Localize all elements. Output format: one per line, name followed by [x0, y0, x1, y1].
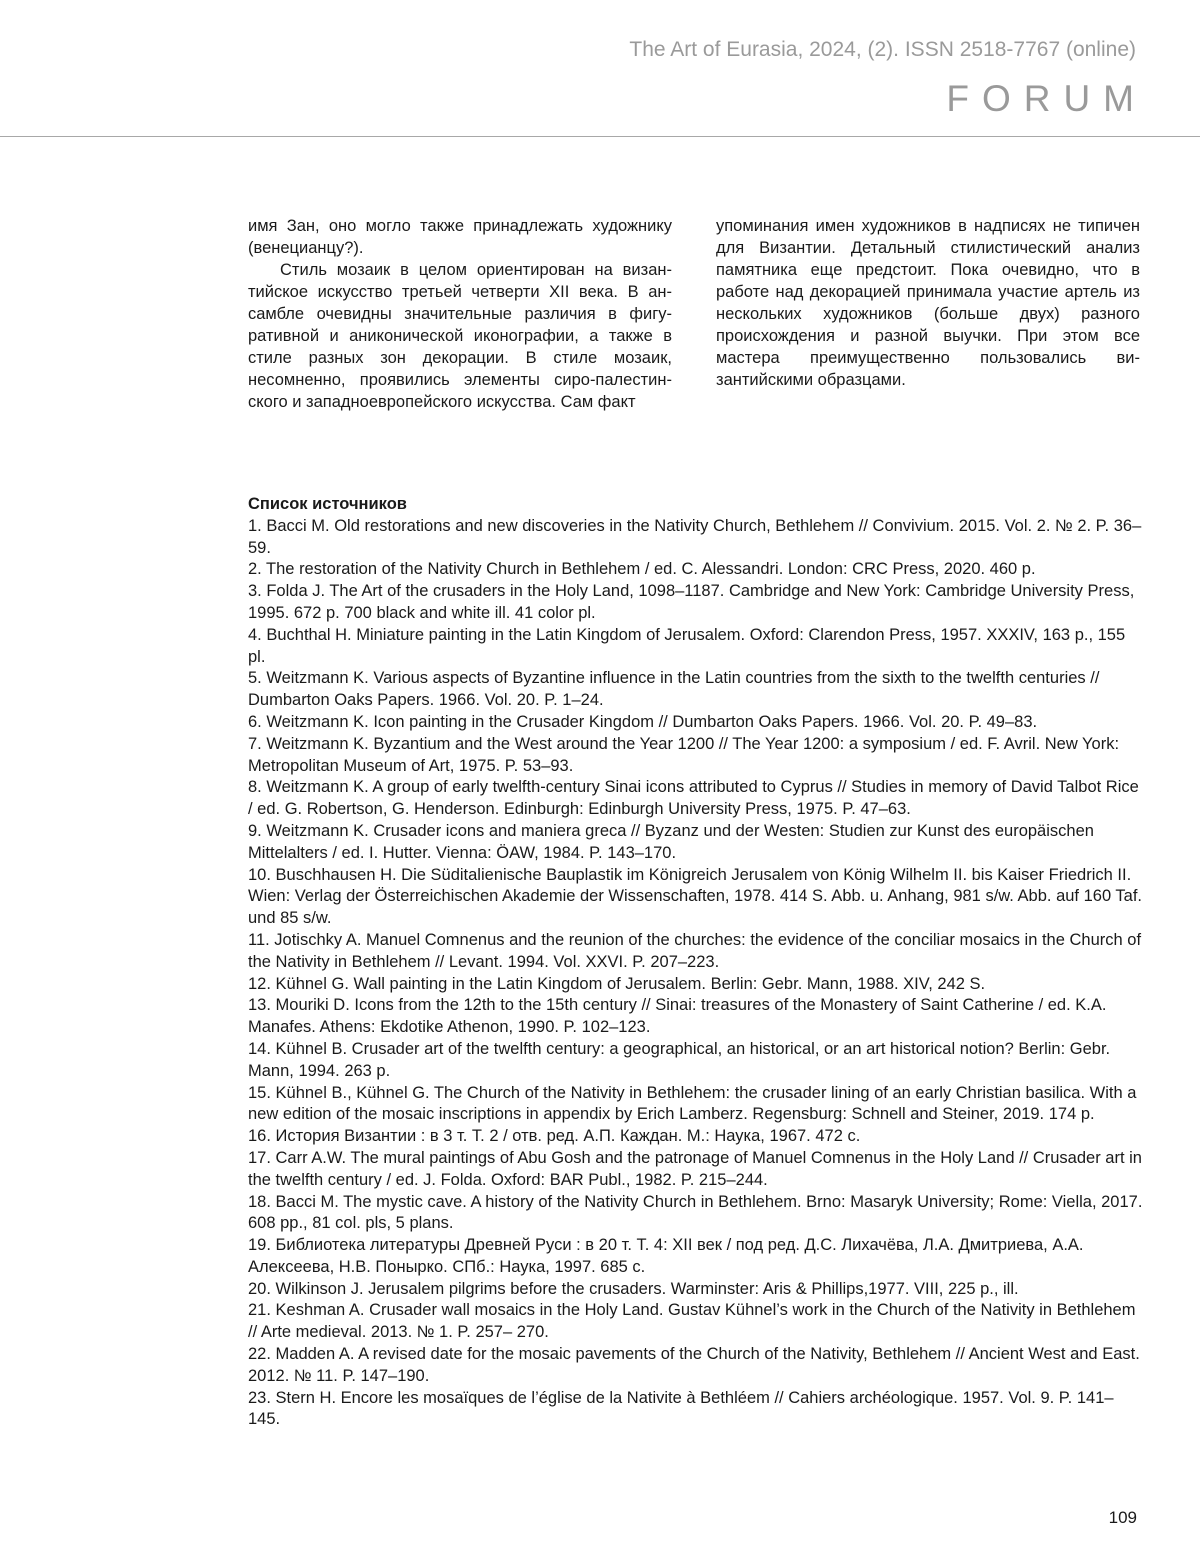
reference-item: 3. Folda J. The Art of the crusaders in the Holy Land, 1098–1187. Cambridge and New York: Cambridge University Press, 1995. 672 p. 700 black and white ill. 41 color pl.: [248, 582, 1135, 622]
reference-item: 22. Madden A. A revised date for the mosaic pavements of the Church of the Nativity, Bethlehem // Ancient West and East. 2012. № 11. P. 147–190.: [248, 1345, 1140, 1385]
reference-item: 5. Weitzmann K. Various aspects of Byzantine influence in the Latin countries from the sixth to the twelfth centuries // Dumbarton Oaks Papers. 1966. Vol. 20. P. 1–24.: [248, 669, 1100, 710]
reference-item: 23. Stern H. Encore les mosaïques de l’église de la Nativite à Bethléem // Cahiers archéologique. 1957. Vol. 9. P. 141–145.: [248, 1388, 1114, 1429]
reference-item: 20. Wilkinson J. Jerusalem pilgrims before the crusaders. Warminster: Aris & Phillips,1977. VIII, 225 p., ill.: [248, 1279, 1019, 1298]
body-column-left: [248, 215, 672, 413]
body-paragraph: Стиль мозаик в целом ориентирован на византийское искусство третьей четверти XII века. В ансамбле очевидны значительные различия в фигуративной и аниконической иконографии, а также в стиле разных зон декорации. В стиле мозаик, несомненно, проявились элементы сиро-палестинского и западноевропейского искусства. Сам факт: [248, 261, 672, 411]
reference-item: 11. Jotischky A. Manuel Comnenus and the reunion of the churches: the evidence of the conciliar mosaics in the Church of the Nativity in Bethlehem // Levant. 1994. Vol. XXVI. P. 207–223.: [248, 930, 1142, 971]
reference-item: 9. Weitzmann K. Crusader icons and maniera greca // Byzanz und der Westen: Studien zur Kunst des europäischen Mittelalters / ed. I. Hutter. Vienna: ÖAW, 1984. P. 143–170.: [248, 821, 1094, 862]
reference-item: 10. Buschhausen H. Die Süditalienische Bauplastik im Königreich Jerusalem von König Wilhelm II. bis Kaiser Friedrich II. Wien: Verlag der Österreichischen Akademie der Wissenschaften, 1978. 414 S. Abb. u. Anhang, 981 s/w. Abb. auf 160 Taf. und 85 s/w.: [248, 865, 1142, 928]
references-heading: Список источников: [248, 495, 407, 513]
reference-item: 21. Keshman A. Crusader wall mosaics in the Holy Land. Gustav Kühnel’s work in the Church of the Nativity in Bethlehem // Arte medieval. 2013. № 1. P. 257– 270.: [248, 1301, 1136, 1342]
reference-item: 12. Kühnel G. Wall painting in the Latin Kingdom of Jerusalem. Berlin: Gebr. Mann, 1988. XIV, 242 S.: [248, 974, 986, 993]
reference-item: 15. Kühnel B., Kühnel G. The Church of the Nativity in Bethlehem: the crusader lining of an early Christian basilica. With a new edition of the mosaic inscriptions in appendix by Erich Lamberz. Regensburg: Schnell and Steiner, 2019. 174 p.: [248, 1083, 1137, 1124]
reference-item: 18. Bacci M. The mystic cave. A history of the Nativity Church in Bethlehem. Brno: Masaryk University; Rome: Viella, 2017. 608 pp., 81 col. pls, 5 plans.: [248, 1192, 1143, 1233]
reference-item: 7. Weitzmann K. Byzantium and the West around the Year 1200 // The Year 1200: a symposium / ed. F. Avril. New York: Metropolitan Museum of Art, 1975. P. 53–93.: [248, 734, 1120, 775]
reference-item: 4. Buchthal H. Miniature painting in the Latin Kingdom of Jerusalem. Oxford: Clarendon Press, 1957. XXXIV, 163 p., 155 pl.: [248, 625, 1126, 666]
journal-citation: The Art of Eurasia, 2024, (2). ISSN 2518-7767 (online): [629, 38, 1136, 61]
body-paragraph: упоминания имен художников в надписях не типичен для Византии. Детальный стилистический анализ памятника еще предстоит. Пока очевидно, что в работе над декорацией принимала участие артель из нескольких художников (больше двух) разного происхождения и разной выучки. При этом все мастера преимущественно пользовались византийскими образцами.: [716, 217, 1140, 389]
references-list: [248, 516, 1144, 1431]
body-paragraph: имя Зан, оно могло также принадлежать художнику (венецианцу?).: [248, 217, 672, 257]
reference-item: 19. Библиотека литературы Древней Руси : в 20 т. Т. 4: XII век / под ред. Д.С. Лихачёва, Л.А. Дмитриева, А.А. Алексеева, Н.В. Понырко. СПб.: Наука, 1997. 685 с.: [248, 1236, 1084, 1276]
reference-item: 13. Mouriki D. Icons from the 12th to the 15th century // Sinai: treasures of the Monastery of Saint Catherine / ed. K.A. Manafes. Athens: Ekdotike Athenon, 1990. P. 102–123.: [248, 996, 1107, 1037]
section-title: FORUM: [946, 78, 1147, 119]
reference-item: 17. Carr A.W. The mural paintings of Abu Gosh and the patronage of Manuel Comnenus in the Holy Land // Crusader art in the twelfth century / ed. J. Folda. Oxford: BAR Publ., 1982. P. 215–244.: [248, 1148, 1142, 1189]
reference-item: 8. Weitzmann K. A group of early twelfth-century Sinai icons attributed to Cyprus // Studies in memory of David Talbot Rice / ed. G. Robertson, G. Henderson. Edinburgh: Edinburgh University Press, 1975. P. 47–63.: [248, 778, 1139, 819]
reference-item: 6. Weitzmann K. Icon painting in the Crusader Kingdom // Dumbarton Oaks Papers. 1966. Vol. 20. P. 49–83.: [248, 712, 1038, 731]
header-divider: [0, 136, 1200, 137]
body-column-right: [716, 215, 1140, 391]
reference-item: 16. История Византии : в 3 т. Т. 2 / отв. ред. А.П. Каждан. М.: Наука, 1967. 472 с.: [248, 1127, 861, 1146]
reference-item: 2. The restoration of the Nativity Church in Bethlehem / ed. C. Alessandri. London: CRC Press, 2020. 460 p.: [248, 560, 1036, 579]
references-section: [248, 494, 1144, 1431]
reference-item: 1. Bacci M. Old restorations and new discoveries in the Nativity Church, Bethlehem // Convivium. 2015. Vol. 2. № 2. P. 36–59.: [248, 516, 1142, 557]
page-number: 109: [1108, 1508, 1137, 1527]
reference-item: 14. Kühnel B. Crusader art of the twelfth century: a geographical, an historical, or an art historical notion? Berlin: Gebr. Mann, 1994. 263 p.: [248, 1039, 1111, 1080]
